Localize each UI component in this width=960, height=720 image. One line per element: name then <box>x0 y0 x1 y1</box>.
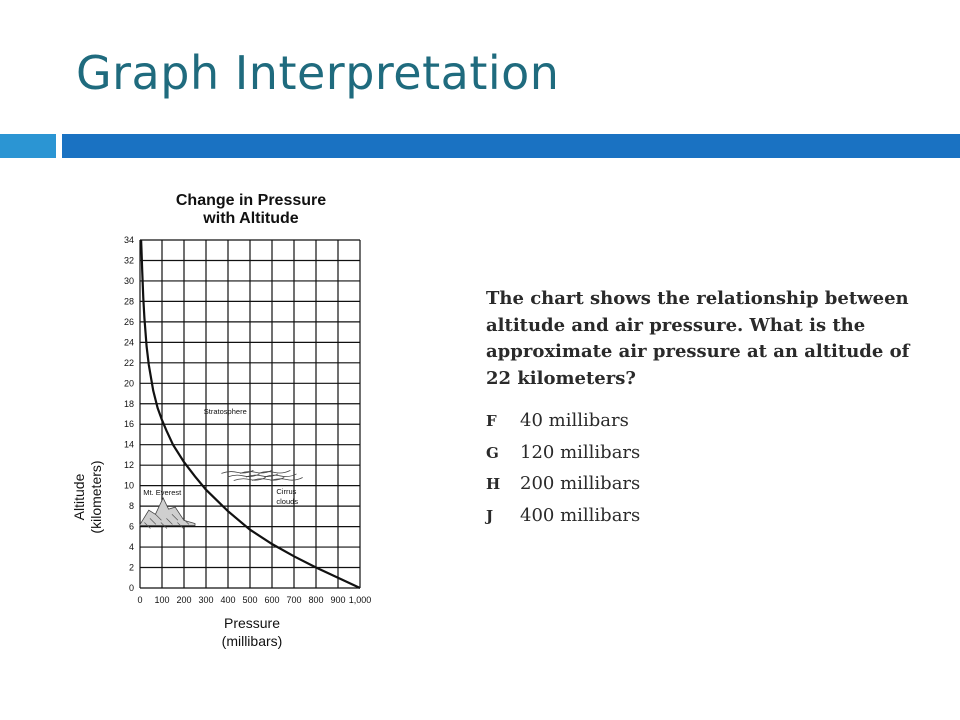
x-tick-label: 0 <box>137 595 143 605</box>
y-tick-label: 32 <box>123 255 134 266</box>
x-tick-label: 400 <box>220 595 236 605</box>
y-tick-label: 22 <box>123 357 134 368</box>
x-axis-label-line-2: (millibars) <box>221 633 283 649</box>
y-tick-label: 6 <box>128 521 134 532</box>
y-tick-label: 10 <box>123 480 134 491</box>
chart-annotation: Cirrus <box>276 486 297 496</box>
y-tick-label: 34 <box>123 235 134 245</box>
y-tick-label: 20 <box>123 378 134 389</box>
y-tick-label: 30 <box>123 275 134 286</box>
answer-choice <box>486 505 640 537</box>
y-tick-label: 26 <box>123 316 134 327</box>
x-tick-label: 600 <box>264 595 280 605</box>
y-tick-label: 8 <box>128 501 134 512</box>
x-tick-label: 200 <box>176 595 192 605</box>
y-tick-label: 24 <box>123 337 134 348</box>
choice-letter: G <box>486 443 499 462</box>
y-tick-label: 0 <box>128 583 134 593</box>
choice-text: 120 millibars <box>520 441 641 463</box>
y-tick-label: 28 <box>123 296 134 307</box>
y-tick-label: 14 <box>123 439 134 450</box>
chart-title-line-1: Change in Pressure <box>175 192 327 209</box>
cirrus-clouds-drawing <box>221 470 302 480</box>
x-tick-label: 100 <box>154 595 170 605</box>
slide-title: Graph Interpretation <box>76 46 560 100</box>
mountain-shape <box>140 498 195 526</box>
chart-annotation: Stratosphere <box>203 407 247 416</box>
x-tick-label: 900 <box>330 595 346 605</box>
chart-grid <box>140 240 360 588</box>
mt-everest-drawing <box>140 498 195 529</box>
choice-text: 40 millibars <box>520 410 629 431</box>
x-tick-label: 300 <box>198 595 214 605</box>
accent-bar-small <box>0 134 56 158</box>
question-text: The chart shows the relationship between altitude and air pressure. What is the approximate air pressure at an altitude of 22 kilometers? <box>486 288 910 389</box>
choice-letter: H <box>486 475 501 493</box>
answer-choices <box>486 410 640 536</box>
x-tick-label: 500 <box>242 595 258 605</box>
x-tick-label: 800 <box>308 595 324 605</box>
pressure-altitude-chart <box>60 182 390 662</box>
chart-annotations <box>143 407 298 506</box>
choice-letter: F <box>486 412 497 430</box>
accent-bar-large <box>62 134 960 158</box>
x-tick-label: 700 <box>286 595 302 605</box>
answer-choice <box>486 473 640 505</box>
y-tick-label: 4 <box>128 542 134 553</box>
answer-choice <box>486 442 640 474</box>
y-tick-label: 16 <box>123 419 134 430</box>
chart-title-line-2: with Altitude <box>203 210 299 227</box>
x-tick-labels <box>137 595 371 605</box>
choice-letter: J <box>486 506 494 525</box>
chart-annotation: Mt. Everest <box>143 487 182 497</box>
chart-annotation: clouds <box>276 497 299 507</box>
y-tick-label: 12 <box>123 460 134 471</box>
x-tick-label: 1,000 <box>348 595 372 605</box>
choice-text: 200 millibars <box>520 473 641 494</box>
y-axis-label-line-1: Altitude <box>71 473 87 521</box>
y-axis-label-line-2: (kilometers) <box>88 460 104 534</box>
y-tick-label: 2 <box>128 562 134 573</box>
y-tick-label: 18 <box>123 398 134 409</box>
x-axis-label-line-1: Pressure <box>223 615 281 631</box>
answer-choice <box>486 410 640 442</box>
choice-text: 400 millibars <box>520 504 641 526</box>
y-tick-labels <box>124 235 134 593</box>
